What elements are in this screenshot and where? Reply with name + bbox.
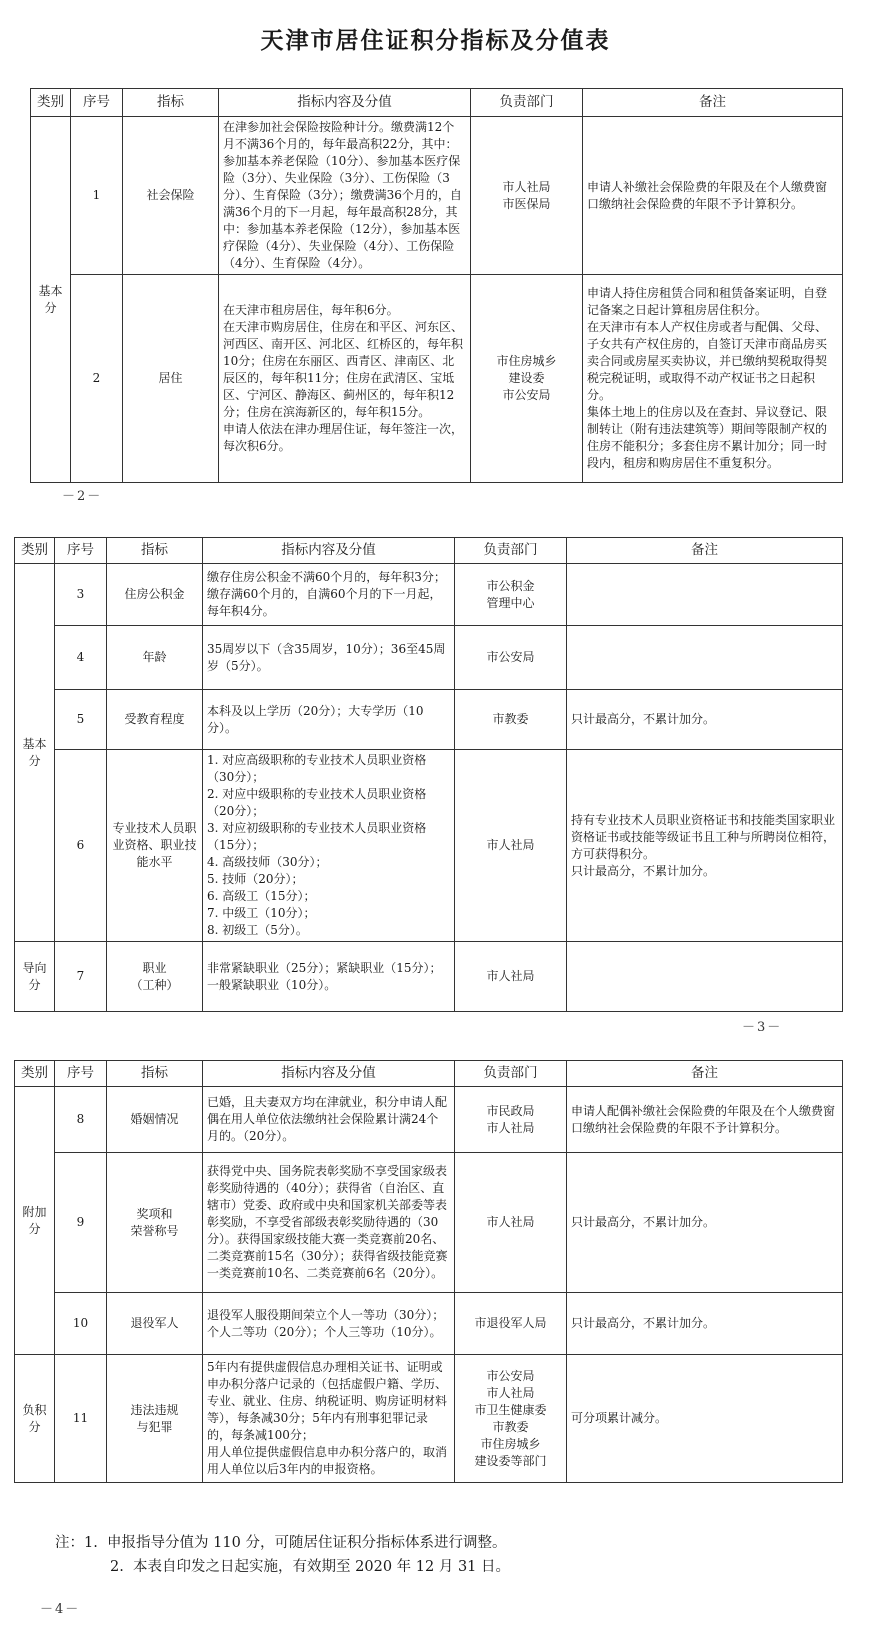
row-number: 6 <box>55 750 107 942</box>
category-cell: 导向分 <box>15 942 55 1012</box>
header-note: 备注 <box>567 1061 843 1087</box>
header-department: 负责部门 <box>471 89 583 117</box>
row-content: 1. 对应高级职称的专业技术人员职业资格（30分）； 2. 对应中级职称的专业技术人员职业资格（20分）； 3. 对应初级职称的专业技术人员职业资格（15分）； 4. 高级技师（30分）； 5. 技师（20分）； 6. 高级工（15分）； 7. 中级工（10分）； 8. 初级工（5分）。 <box>203 750 455 942</box>
row-indicator: 受教育程度 <box>107 690 203 750</box>
row-department: 市人社局 <box>455 942 567 1012</box>
row-department: 市住房城乡 建设委 市公安局 <box>471 275 583 483</box>
table-row <box>15 1355 843 1483</box>
header-number: 序号 <box>71 89 123 117</box>
row-indicator: 年龄 <box>107 626 203 690</box>
row-department: 市民政局 市人社局 <box>455 1087 567 1153</box>
row-department: 市退役军人局 <box>455 1293 567 1355</box>
header-category: 类别 <box>15 1061 55 1087</box>
table-header-row <box>15 538 843 564</box>
category-cell: 基本分 <box>15 564 55 942</box>
table-row <box>15 942 843 1012</box>
row-number: 1 <box>71 117 123 275</box>
page-number: －4－ <box>40 1602 81 1617</box>
header-category: 类别 <box>31 89 71 117</box>
page-number: －2－ <box>62 489 103 504</box>
table-row <box>15 690 843 750</box>
table-page-3 <box>14 537 843 1012</box>
row-number: 8 <box>55 1087 107 1153</box>
footnote-1: 注：1. 申报指导分值为 110 分，可随居住证积分指标体系进行调整。 <box>55 1535 507 1551</box>
header-number: 序号 <box>55 538 107 564</box>
category-cell: 基本分 <box>31 117 71 483</box>
row-number: 3 <box>55 564 107 626</box>
table-page-2 <box>30 88 843 483</box>
row-content: 非常紧缺职业（25分）；紧缺职业（15分）；一般紧缺职业（10分）。 <box>203 942 455 1012</box>
header-indicator: 指标 <box>107 1061 203 1087</box>
table-row <box>15 1153 843 1293</box>
header-note: 备注 <box>583 89 843 117</box>
row-content: 退役军人服役期间荣立个人一等功（30分）；个人二等功（20分）；个人三等功（10分）。 <box>203 1293 455 1355</box>
row-content: 获得党中央、国务院表彰奖励不享受国家级表彰奖励待遇的（40分）；获得省（自治区、直辖市）党委、政府或中央和国家机关部委等表彰奖励，不享受省部级表彰奖励待遇的（30分）。获得国家级技能大赛一类竞赛前20名、二类竞赛前15名（30分）；获得省级技能竞赛一类竞赛前10名、二类竞赛前6名（20分）。 <box>203 1153 455 1293</box>
document-title: 天津市居住证积分指标及分值表 <box>260 28 611 54</box>
row-note: 可分项累计减分。 <box>567 1355 843 1483</box>
table-row <box>15 1293 843 1355</box>
row-number: 7 <box>55 942 107 1012</box>
row-number: 4 <box>55 626 107 690</box>
table-row <box>31 275 843 483</box>
row-indicator: 奖项和 荣誉称号 <box>107 1153 203 1293</box>
row-department: 市公安局 <box>455 626 567 690</box>
row-content: 本科及以上学历（20分）；大专学历（10分）。 <box>203 690 455 750</box>
row-indicator: 职业 （工种） <box>107 942 203 1012</box>
header-number: 序号 <box>55 1061 107 1087</box>
row-note: 只计最高分，不累计加分。 <box>567 1293 843 1355</box>
table-page-4 <box>14 1060 843 1483</box>
table-header-row <box>15 1061 843 1087</box>
row-note <box>567 942 843 1012</box>
row-content: 5年内有提供虚假信息办理相关证书、证明或申办积分落户记录的（包括虚假户籍、学历、专业、就业、住房、纳税证明、购房证明材料等），每条减30分；5年内有刑事犯罪记录的，每条减100分； 用人单位提供虚假信息申办积分落户的，取消用人单位以后3年内的申报资格。 <box>203 1355 455 1483</box>
row-content: 缴存住房公积金不满60个月的，每年积3分；缴存满60个月的，自满60个月的下一月起，每年积4分。 <box>203 564 455 626</box>
table-row <box>31 117 843 275</box>
row-number: 11 <box>55 1355 107 1483</box>
row-indicator: 专业技术人员职业资格、职业技能水平 <box>107 750 203 942</box>
table-header-row <box>31 89 843 117</box>
row-indicator: 住房公积金 <box>107 564 203 626</box>
row-indicator: 退役军人 <box>107 1293 203 1355</box>
row-content: 35周岁以下（含35周岁，10分）；36至45周岁（5分）。 <box>203 626 455 690</box>
row-note: 申请人补缴社会保险费的年限及在个人缴费窗口缴纳社会保险费的年限不予计算积分。 <box>583 117 843 275</box>
row-note: 申请人配偶补缴社会保险费的年限及在个人缴费窗口缴纳社会保险费的年限不予计算积分。 <box>567 1087 843 1153</box>
row-note <box>567 564 843 626</box>
row-number: 9 <box>55 1153 107 1293</box>
row-indicator: 居住 <box>123 275 219 483</box>
row-note: 持有专业技术人员职业资格证书和技能类国家职业资格证书或技能等级证书且工种与所聘岗位相符，方可获得积分。 只计最高分，不累计加分。 <box>567 750 843 942</box>
row-number: 10 <box>55 1293 107 1355</box>
row-indicator: 婚姻情况 <box>107 1087 203 1153</box>
header-indicator: 指标 <box>107 538 203 564</box>
header-category: 类别 <box>15 538 55 564</box>
header-indicator: 指标 <box>123 89 219 117</box>
header-content: 指标内容及分值 <box>203 1061 455 1087</box>
table-row <box>15 1087 843 1153</box>
row-note: 申请人持住房租赁合同和租赁备案证明，自登记备案之日起计算租房居住积分。 在天津市有本人产权住房或者与配偶、父母、子女共有产权住房的，自签订天津市商品房买卖合同或房屋买卖协议，并已缴纳契税取得契税完税证明，或取得不动产权证书之日起积分。 集体土地上的住房以及在查封、异议登记、限制转让（附有违法建筑等）期间等限制产权的住房不能积分；多套住房不累计加分；同一时段内，租房和购房居住不重复积分。 <box>583 275 843 483</box>
header-department: 负责部门 <box>455 1061 567 1087</box>
category-cell: 负积分 <box>15 1355 55 1483</box>
row-department: 市公积金 管理中心 <box>455 564 567 626</box>
row-note <box>567 626 843 690</box>
header-department: 负责部门 <box>455 538 567 564</box>
row-department: 市人社局 <box>455 1153 567 1293</box>
row-content: 已婚，且夫妻双方均在津就业，积分申请人配偶在用人单位依法缴纳社会保险累计满24个月的。（20分）。 <box>203 1087 455 1153</box>
footnote-2: 2. 本表自印发之日起实施，有效期至 2020 年 12 月 31 日。 <box>110 1559 511 1575</box>
row-number: 2 <box>71 275 123 483</box>
header-note: 备注 <box>567 538 843 564</box>
header-content: 指标内容及分值 <box>219 89 471 117</box>
row-department: 市人社局 市医保局 <box>471 117 583 275</box>
category-cell: 附加分 <box>15 1087 55 1355</box>
row-content: 在津参加社会保险按险种计分。缴费满12个月不满36个月的，每年最高积22分，其中：参加基本养老保险（10分）、参加基本医疗保险（3分）、失业保险（3分）、工伤保险（3分）、生育保险（3分）；缴费满36个月的，自满36个月的下一月起，每年最高积28分，其中：参加基本养老保险（12分），参加基本医疗保险（4分）、失业保险（4分）、工伤保险（4分）、生育保险（4分）。 <box>219 117 471 275</box>
page-number: －3－ <box>742 1020 783 1035</box>
row-indicator: 违法违规 与犯罪 <box>107 1355 203 1483</box>
row-department: 市人社局 <box>455 750 567 942</box>
table-row <box>15 750 843 942</box>
row-note: 只计最高分，不累计加分。 <box>567 690 843 750</box>
row-department: 市教委 <box>455 690 567 750</box>
table-row <box>15 564 843 626</box>
row-content: 在天津市租房居住，每年积6分。 在天津市购房居住，住房在和平区、河东区、河西区、南开区、河北区、红桥区的，每年积10分；住房在东丽区、西青区、津南区、北辰区的，每年积11分；住房在武清区、宝坻区、宁河区、静海区、蓟州区的，每年积12分；住房在滨海新区的，每年积15分。 申请人依法在津办理居住证，每年签注一次，每次积6分。 <box>219 275 471 483</box>
row-indicator: 社会保险 <box>123 117 219 275</box>
row-number: 5 <box>55 690 107 750</box>
row-department: 市公安局 市人社局 市卫生健康委 市教委 市住房城乡 建设委等部门 <box>455 1355 567 1483</box>
table-row <box>15 626 843 690</box>
header-content: 指标内容及分值 <box>203 538 455 564</box>
row-note: 只计最高分，不累计加分。 <box>567 1153 843 1293</box>
